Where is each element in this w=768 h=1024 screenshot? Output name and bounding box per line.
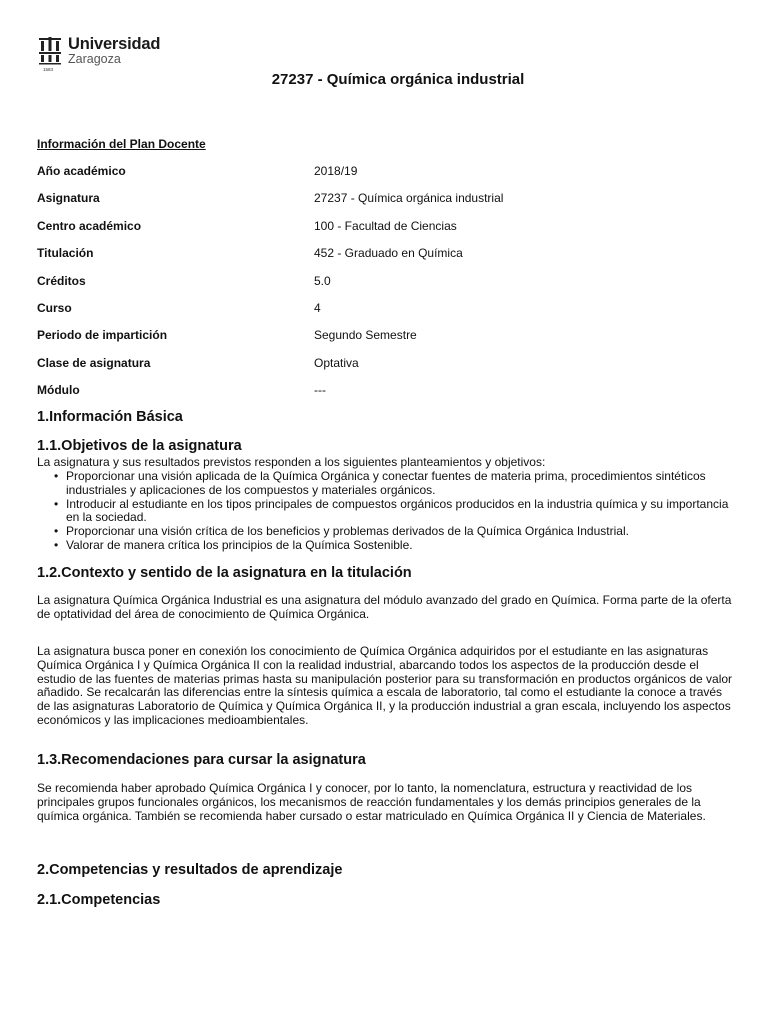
section-heading-basic-info: 1.Información Básica [37, 409, 183, 425]
page-title: 27237 - Química orgánica industrial [271, 71, 525, 88]
objectives-list [37, 470, 737, 553]
info-row-subject [37, 190, 737, 206]
info-row-module [37, 382, 737, 398]
info-row-subject-type [37, 355, 737, 371]
info-value: Optativa [314, 356, 359, 370]
info-row-course [37, 300, 737, 316]
info-label: Asignatura [37, 191, 100, 205]
info-label: Curso [37, 301, 72, 315]
info-label: Créditos [37, 274, 86, 288]
plan-heading: Información del Plan Docente [37, 137, 206, 151]
list-item: • Valorar de manera crítica los principios de la Química Sostenible. [37, 539, 737, 553]
university-logo [38, 35, 161, 72]
info-label: Titulación [37, 246, 94, 260]
context-paragraph-2: La asignatura busca poner en conexión los conocimiento de Química Orgánica adquiridos por el estudiante en las asignaturas Química Orgánica I y Química Orgánica II con la realidad industrial, abarcando todos los aspectos de la producción desde el estudio de las fuentes de materias primas hasta su manipulación posterior para su transformación en productos orgánicos de valor añadido. Se recalcarán las diferencias entre la síntesis química a escala de laboratorio, tal como el estudiante la conoce a través de las asignaturas Laboratorio de Química y Química Orgánica II, y la producción industrial a gran escala, incluyendo los aspectos económicos y las implicaciones medioambientales. [37, 644, 733, 727]
info-value: 27237 - Química orgánica industrial [314, 191, 504, 205]
info-row-academic-year [37, 163, 737, 179]
info-row-center [37, 218, 737, 234]
info-value: 452 - Graduado en Química [314, 246, 463, 260]
section-heading-recommendations: 1.3.Recomendaciones para cursar la asignatura [37, 752, 366, 768]
info-label: Centro académico [37, 219, 142, 233]
section-heading-competences-sub: 2.1.Competencias [37, 892, 161, 908]
info-value: 5.0 [314, 274, 331, 288]
context-paragraph-1: La asignatura Química Orgánica Industrial es una asignatura del módulo avanzado del grado en Química. Forma parte de la oferta de optatividad del área de conocimiento de Química Orgánica. [37, 593, 732, 621]
university-name: Universidad [68, 35, 161, 53]
info-value: 2018/19 [314, 164, 358, 178]
list-item: • Introducir al estudiante en los tipos principales de compuestos orgánicos producidos en la industria química y su importancia en la sociedad. [37, 498, 737, 526]
info-value: 100 - Facultad de Ciencias [314, 219, 457, 233]
info-row-period [37, 327, 737, 343]
section-heading-context: 1.2.Contexto y sentido de la asignatura en la titulación [37, 565, 412, 581]
section-heading-objectives: 1.1.Objetivos de la asignatura [37, 438, 242, 454]
list-item: • Proporcionar una visión crítica de los beneficios y problemas derivados de la Química Orgánica Industrial. [37, 525, 737, 539]
objectives-intro: La asignatura y sus resultados previstos responden a los siguientes planteamientos y objetivos: [37, 455, 546, 469]
info-row-degree [37, 245, 737, 261]
info-label: Módulo [37, 383, 80, 397]
section-heading-competences: 2.Competencias y resultados de aprendizaje [37, 862, 343, 878]
info-label: Año académico [37, 164, 126, 178]
info-value: 4 [314, 301, 321, 315]
list-item: • Proporcionar una visión aplicada de la Química Orgánica y conectar fuentes de materia prima, procedimientos sintéticos industriales y aplicaciones de los compuestos y materiales orgánicos. [37, 470, 737, 498]
recommendations-paragraph: Se recomienda haber aprobado Química Orgánica I y conocer, por lo tanto, la nomenclatura, estructura y reactividad de los principales grupos funcionales orgánicos, los mecanismos de reacción fundamentales y los demás principios generales de la química orgánica. También se recomienda haber cursado o estar matriculado en Química Orgánica II y Ciencia de Materiales. [37, 781, 706, 823]
info-value: --- [314, 383, 326, 397]
info-row-credits [37, 273, 737, 289]
university-crest-icon [38, 36, 62, 66]
university-city: Zaragoza [68, 52, 121, 66]
info-label: Clase de asignatura [37, 356, 151, 370]
info-label: Periodo de impartición [37, 328, 168, 342]
info-value: Segundo Semestre [314, 328, 417, 342]
logo-year: 1583 [43, 67, 54, 72]
